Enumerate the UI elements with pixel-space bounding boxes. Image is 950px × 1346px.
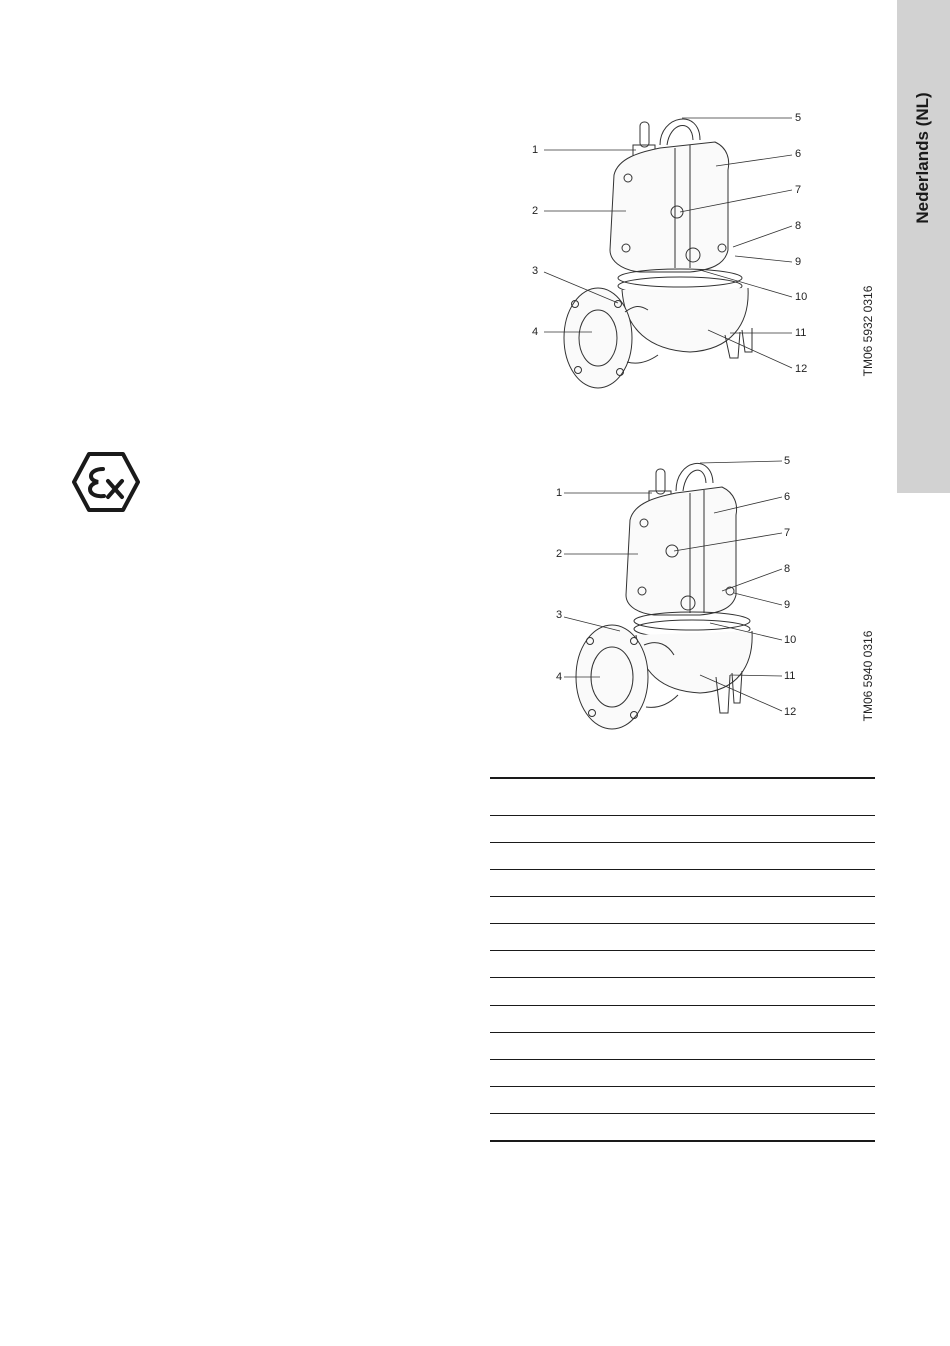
callout-5: 5 — [795, 112, 802, 124]
table-row-rule — [490, 977, 875, 978]
callout-6: 6 — [795, 148, 802, 160]
table-row-rule — [490, 923, 875, 924]
language-tab — [897, 0, 950, 493]
table-row-rule — [490, 1005, 875, 1006]
callout-1: 1 — [556, 487, 563, 499]
table-row-rule — [490, 1059, 875, 1060]
table-row-rule — [490, 869, 875, 870]
callout-3: 3 — [556, 609, 563, 621]
figure-1-code: TM06 5932 0316 — [861, 285, 875, 377]
table-top-rule — [490, 777, 875, 779]
callout-9: 9 — [784, 599, 791, 611]
callout-12: 12 — [795, 363, 808, 375]
language-tab-label: Nederlands (NL) — [913, 92, 932, 224]
callout-12: 12 — [784, 706, 797, 718]
callout-1: 1 — [532, 144, 539, 156]
table-row-rule — [490, 950, 875, 951]
callout-10: 10 — [795, 291, 808, 303]
callout-4: 4 — [556, 671, 563, 683]
table-bottom-rule — [490, 1140, 875, 1142]
pump-drawing-1 — [530, 100, 830, 390]
figure-2-code: TM06 5940 0316 — [861, 630, 875, 722]
callout-3: 3 — [532, 265, 539, 277]
callout-6: 6 — [784, 491, 791, 503]
callout-5: 5 — [784, 455, 791, 467]
callout-11: 11 — [784, 670, 796, 682]
callout-8: 8 — [795, 220, 802, 232]
pump-figure-1 — [530, 100, 830, 390]
table-header-rule — [490, 815, 875, 816]
table-row-rule — [490, 842, 875, 843]
callout-10: 10 — [784, 634, 797, 646]
callout-2: 2 — [532, 205, 539, 217]
callout-8: 8 — [784, 563, 791, 575]
parts-table — [490, 777, 875, 1143]
callout-2: 2 — [556, 548, 563, 560]
pump-drawing-2 — [550, 445, 830, 735]
callout-4: 4 — [532, 326, 539, 338]
table-row-rule — [490, 1113, 875, 1114]
callout-9: 9 — [795, 256, 802, 268]
callout-7: 7 — [784, 527, 791, 539]
table-row-rule — [490, 1032, 875, 1033]
ex-logo — [72, 451, 140, 513]
callout-7: 7 — [795, 184, 802, 196]
table-row-rule — [490, 896, 875, 897]
callout-11: 11 — [795, 327, 807, 339]
pump-figure-2 — [550, 445, 830, 735]
table-row-rule — [490, 1086, 875, 1087]
